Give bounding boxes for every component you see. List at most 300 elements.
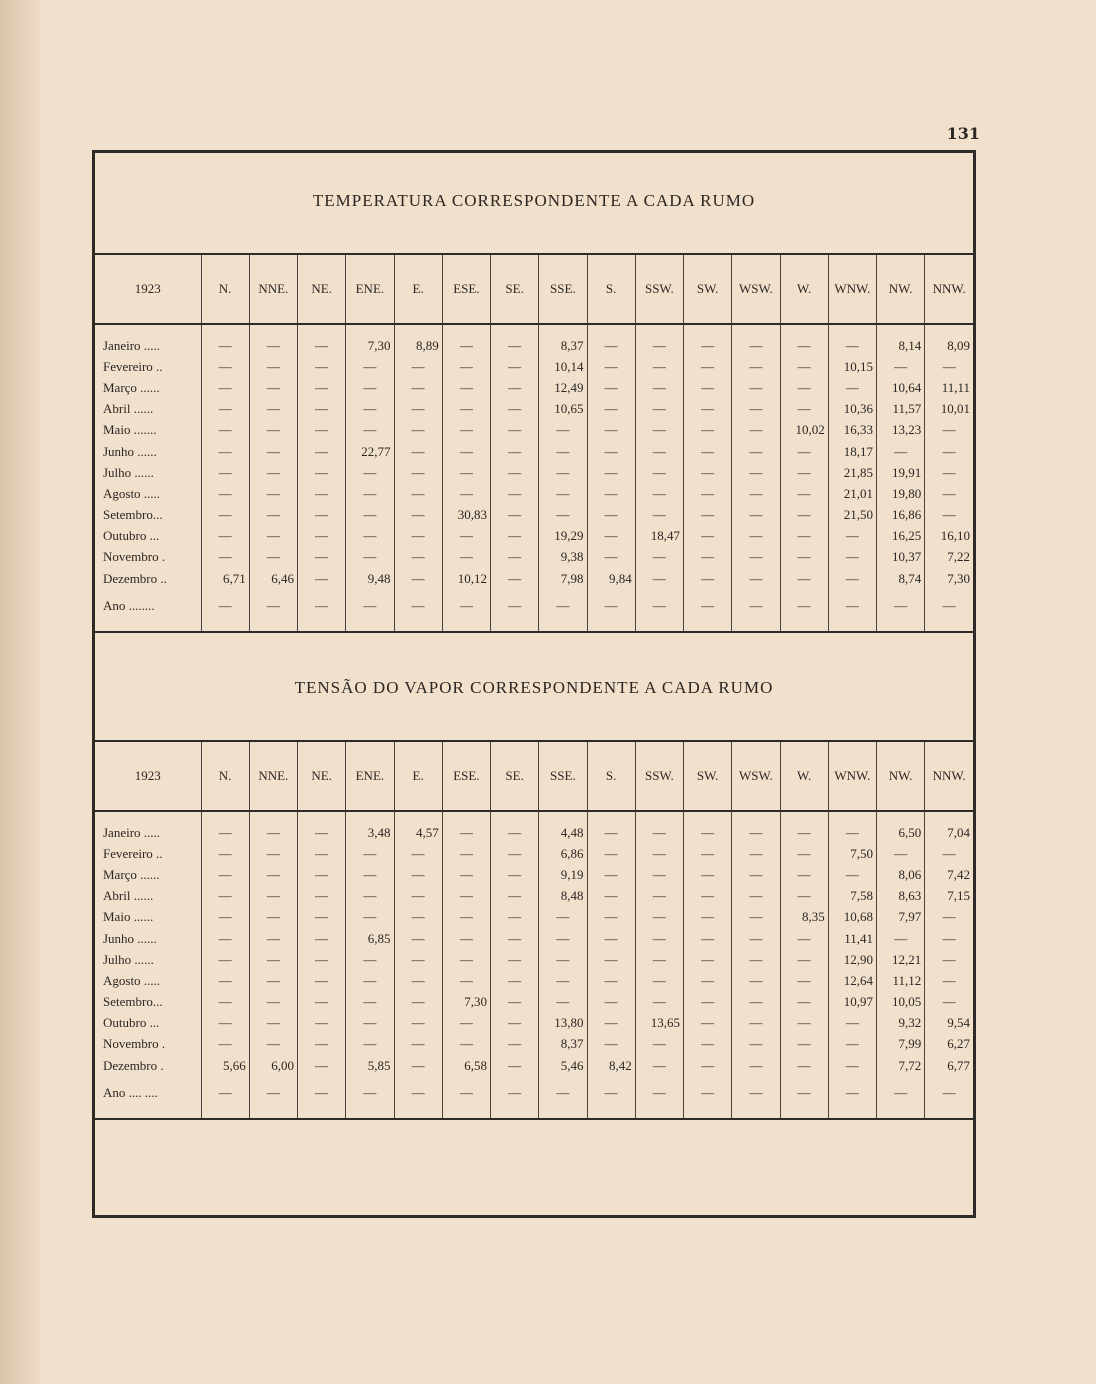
table-cell: —	[346, 843, 394, 864]
table-cell: 10,15	[828, 356, 876, 377]
table-cell: —	[587, 949, 635, 970]
table-cell: —	[346, 483, 394, 504]
table-cell: —	[346, 420, 394, 441]
table-cell: 5,66	[201, 1055, 249, 1076]
table-cell: —	[539, 1076, 587, 1110]
row-label: Ano ........	[103, 598, 155, 614]
table-cell: —	[249, 505, 297, 526]
table-cell: —	[346, 377, 394, 398]
table-cell: —	[491, 335, 539, 356]
table-cell: —	[732, 864, 780, 885]
table-cell: —	[539, 420, 587, 441]
table-cell: —	[732, 377, 780, 398]
table-cell: —	[394, 949, 442, 970]
table-row	[95, 547, 973, 568]
table-cell: —	[780, 547, 828, 568]
table-cell: 21,85	[828, 462, 876, 483]
table-cell: —	[298, 441, 346, 462]
table-cell: —	[249, 356, 297, 377]
table-cell: —	[925, 1076, 973, 1110]
table-cell: —	[925, 992, 973, 1013]
table-cell: —	[635, 335, 683, 356]
table-cell: —	[298, 843, 346, 864]
table-cell: —	[684, 483, 732, 504]
table-cell: —	[298, 1076, 346, 1110]
table-row	[95, 992, 973, 1013]
table-cell: —	[780, 505, 828, 526]
table-cell: —	[442, 970, 490, 991]
table-cell: 7,72	[877, 1055, 925, 1076]
table-cell: —	[587, 1034, 635, 1055]
table-cell: —	[201, 1013, 249, 1034]
table-cell: —	[201, 399, 249, 420]
table-cell: 8,74	[877, 568, 925, 589]
table-cell: —	[925, 949, 973, 970]
table-cell: —	[346, 462, 394, 483]
table-cell: —	[780, 1055, 828, 1076]
direction-header: NE.	[298, 254, 346, 324]
table-cell: 13,65	[635, 1013, 683, 1034]
table-cell: 7,58	[828, 886, 876, 907]
table-cell: 8,89	[394, 335, 442, 356]
table-cell: —	[732, 441, 780, 462]
table-cell: —	[684, 335, 732, 356]
temperature-section	[95, 191, 973, 633]
table-cell: —	[491, 886, 539, 907]
direction-header: SE.	[491, 741, 539, 811]
table-cell: —	[828, 377, 876, 398]
table-cell: —	[442, 1076, 490, 1110]
annual-row	[95, 1076, 973, 1110]
table-cell: —	[394, 928, 442, 949]
table-cell: —	[780, 992, 828, 1013]
row-label: Maio ......	[103, 909, 154, 925]
table-cell: —	[298, 992, 346, 1013]
table-cell: —	[684, 970, 732, 991]
table-cell: —	[925, 505, 973, 526]
table-cell: —	[635, 886, 683, 907]
table-cell: —	[587, 441, 635, 462]
table-cell: —	[394, 547, 442, 568]
table-cell: 6,86	[539, 843, 587, 864]
table-cell: —	[491, 1034, 539, 1055]
table-cell: —	[587, 928, 635, 949]
table-cell: —	[346, 505, 394, 526]
table-cell: —	[635, 822, 683, 843]
table-cell: 6,85	[346, 928, 394, 949]
table-cell: —	[201, 526, 249, 547]
table-cell: —	[491, 1076, 539, 1110]
table-cell: —	[491, 462, 539, 483]
table-cell: —	[539, 589, 587, 623]
table-cell: 19,91	[877, 462, 925, 483]
row-label: Junho ......	[103, 930, 157, 946]
table-cell: —	[635, 462, 683, 483]
table-cell: —	[201, 505, 249, 526]
table-cell: —	[346, 1034, 394, 1055]
table-cell: —	[684, 864, 732, 885]
table-cell: —	[684, 1055, 732, 1076]
direction-header: WNW.	[828, 254, 876, 324]
row-label: Dezembro ..	[103, 570, 167, 586]
table-cell: —	[394, 907, 442, 928]
row-label: Abril ......	[103, 888, 154, 904]
table-cell: —	[249, 377, 297, 398]
table-frame	[92, 150, 976, 1218]
table-cell: —	[780, 589, 828, 623]
table-cell: —	[249, 928, 297, 949]
row-label: Agosto .....	[103, 972, 161, 988]
table-cell: —	[587, 462, 635, 483]
table-cell: 18,47	[635, 526, 683, 547]
table-cell: —	[491, 822, 539, 843]
table-cell: 3,48	[346, 822, 394, 843]
table-cell: 6,46	[249, 568, 297, 589]
table-cell: —	[394, 377, 442, 398]
table-cell: 6,00	[249, 1055, 297, 1076]
table-cell: —	[298, 886, 346, 907]
table-cell: —	[394, 1055, 442, 1076]
table-cell: —	[442, 462, 490, 483]
table-cell: —	[732, 843, 780, 864]
table-cell: 7,42	[925, 864, 973, 885]
table-cell: —	[780, 483, 828, 504]
table-row	[95, 505, 973, 526]
table-cell: 8,42	[587, 1055, 635, 1076]
table-cell: —	[394, 843, 442, 864]
table-cell: —	[491, 1013, 539, 1034]
table-cell: —	[346, 949, 394, 970]
table-cell: —	[684, 949, 732, 970]
table-cell: —	[298, 568, 346, 589]
table-cell: —	[298, 462, 346, 483]
row-label: Março ......	[103, 379, 160, 395]
table-cell: —	[346, 864, 394, 885]
table-cell: —	[877, 356, 925, 377]
table-cell: —	[539, 483, 587, 504]
table-cell: —	[491, 568, 539, 589]
table-cell: —	[298, 483, 346, 504]
table-cell: —	[346, 970, 394, 991]
direction-header: WNW.	[828, 741, 876, 811]
table-cell: —	[732, 335, 780, 356]
table-row	[95, 377, 973, 398]
table-cell: —	[442, 822, 490, 843]
table-cell: —	[249, 992, 297, 1013]
table-row	[95, 907, 973, 928]
table-cell: —	[732, 928, 780, 949]
table-cell: —	[925, 462, 973, 483]
table-cell: —	[394, 1034, 442, 1055]
table-cell: —	[298, 420, 346, 441]
table-cell: 10,65	[539, 399, 587, 420]
table-cell: —	[780, 356, 828, 377]
row-label: Maio .......	[103, 422, 157, 438]
table-cell: —	[394, 505, 442, 526]
temperature-header-row	[95, 254, 973, 324]
table-cell: —	[587, 547, 635, 568]
table-cell: —	[587, 377, 635, 398]
table-cell: —	[394, 1076, 442, 1110]
table-cell: 7,30	[442, 992, 490, 1013]
direction-header: ENE.	[346, 741, 394, 811]
table-cell: —	[442, 907, 490, 928]
table-cell: 18,17	[828, 441, 876, 462]
direction-header: N.	[201, 254, 249, 324]
table-cell: —	[346, 1076, 394, 1110]
table-cell: —	[249, 822, 297, 843]
table-cell: —	[442, 547, 490, 568]
table-cell: —	[587, 822, 635, 843]
direction-header: ESE.	[442, 254, 490, 324]
table-cell: —	[491, 907, 539, 928]
table-cell: —	[828, 1034, 876, 1055]
direction-header: NNW.	[925, 254, 973, 324]
table-cell: —	[394, 441, 442, 462]
direction-header: NE.	[298, 741, 346, 811]
direction-header: WSW.	[732, 741, 780, 811]
table-cell: —	[491, 970, 539, 991]
table-cell: 10,37	[877, 547, 925, 568]
table-cell: 6,50	[877, 822, 925, 843]
table-cell: —	[925, 907, 973, 928]
table-cell: —	[201, 356, 249, 377]
table-cell: —	[249, 907, 297, 928]
table-cell: 10,12	[442, 568, 490, 589]
table-row	[95, 1055, 973, 1076]
row-label: Setembro...	[103, 507, 163, 523]
table-cell: —	[298, 335, 346, 356]
table-cell: 7,98	[539, 568, 587, 589]
table-cell: —	[298, 377, 346, 398]
table-cell: —	[346, 886, 394, 907]
table-cell: —	[828, 864, 876, 885]
table-cell: —	[635, 1076, 683, 1110]
table-cell: 10,05	[877, 992, 925, 1013]
table-cell: —	[201, 992, 249, 1013]
table-cell: 12,64	[828, 970, 876, 991]
table-cell: —	[828, 1076, 876, 1110]
table-row	[95, 441, 973, 462]
table-cell: 7,99	[877, 1034, 925, 1055]
table-cell: 6,71	[201, 568, 249, 589]
table-cell: —	[828, 589, 876, 623]
table-cell: 22,77	[346, 441, 394, 462]
table-cell: —	[635, 441, 683, 462]
table-cell: —	[201, 1076, 249, 1110]
table-cell: —	[780, 526, 828, 547]
direction-header: SSE.	[539, 741, 587, 811]
table-cell: —	[249, 589, 297, 623]
direction-header: NNW.	[925, 741, 973, 811]
table-cell: —	[442, 1013, 490, 1034]
table-cell: —	[684, 462, 732, 483]
table-cell: —	[587, 505, 635, 526]
table-cell: —	[249, 483, 297, 504]
table-cell: —	[394, 589, 442, 623]
spacer-row	[95, 324, 973, 335]
table-cell: —	[346, 907, 394, 928]
table-cell: —	[780, 1034, 828, 1055]
table-cell: 9,38	[539, 547, 587, 568]
table-cell: —	[684, 356, 732, 377]
table-cell: —	[394, 864, 442, 885]
row-label: Setembro...	[103, 994, 163, 1010]
table-cell: —	[298, 547, 346, 568]
table-cell: —	[491, 441, 539, 462]
table-cell: —	[298, 822, 346, 843]
table-cell: —	[587, 335, 635, 356]
table-cell: —	[249, 1034, 297, 1055]
table-cell: —	[201, 1034, 249, 1055]
table-cell: 9,84	[587, 568, 635, 589]
table-cell: —	[732, 399, 780, 420]
table-cell: —	[491, 505, 539, 526]
table-cell: —	[587, 356, 635, 377]
table-cell: —	[587, 420, 635, 441]
table-cell: —	[442, 949, 490, 970]
row-label: Outubro ...	[103, 528, 160, 544]
table-cell: —	[684, 441, 732, 462]
table-cell: —	[635, 864, 683, 885]
table-cell: —	[394, 568, 442, 589]
table-cell: —	[732, 1034, 780, 1055]
table-cell: —	[925, 589, 973, 623]
table-cell: 6,77	[925, 1055, 973, 1076]
table-cell: 11,11	[925, 377, 973, 398]
direction-header: W.	[780, 254, 828, 324]
table-row	[95, 526, 973, 547]
table-cell: 7,15	[925, 886, 973, 907]
table-bottom-rule	[95, 623, 973, 632]
table-cell: —	[732, 568, 780, 589]
table-cell: —	[684, 526, 732, 547]
table-cell: —	[684, 377, 732, 398]
table-cell: —	[201, 377, 249, 398]
table-cell: —	[442, 928, 490, 949]
table-row	[95, 949, 973, 970]
row-label: Julho ......	[103, 464, 154, 480]
table-cell: —	[732, 483, 780, 504]
table-cell: —	[732, 822, 780, 843]
table-cell: 9,48	[346, 568, 394, 589]
table-cell: —	[780, 441, 828, 462]
table-cell: —	[491, 843, 539, 864]
table-cell: —	[780, 377, 828, 398]
table-cell: —	[925, 420, 973, 441]
table-cell: —	[346, 992, 394, 1013]
table-cell: —	[442, 843, 490, 864]
table-cell: —	[635, 1055, 683, 1076]
table-cell: —	[780, 928, 828, 949]
table-cell: —	[635, 420, 683, 441]
direction-header: SW.	[684, 741, 732, 811]
table-cell: —	[587, 399, 635, 420]
table-cell: —	[394, 886, 442, 907]
table-cell: —	[491, 589, 539, 623]
table-cell: 16,33	[828, 420, 876, 441]
temperature-body	[95, 324, 973, 632]
table-cell: —	[249, 843, 297, 864]
table-cell: 8,14	[877, 335, 925, 356]
table-cell: —	[780, 568, 828, 589]
table-cell: 4,57	[394, 822, 442, 843]
table-cell: —	[684, 843, 732, 864]
table-cell: —	[635, 1034, 683, 1055]
table-cell: —	[635, 907, 683, 928]
table-cell: 7,04	[925, 822, 973, 843]
table-cell: —	[780, 1076, 828, 1110]
temperature-table	[95, 253, 973, 633]
table-cell: —	[635, 992, 683, 1013]
direction-header: NNE.	[249, 254, 297, 324]
table-cell: 30,83	[442, 505, 490, 526]
direction-header: SW.	[684, 254, 732, 324]
table-cell: —	[394, 420, 442, 441]
table-cell: —	[201, 970, 249, 991]
table-cell: —	[877, 928, 925, 949]
table-cell: —	[539, 928, 587, 949]
table-cell: —	[828, 547, 876, 568]
table-cell: —	[249, 864, 297, 885]
table-cell: —	[249, 526, 297, 547]
table-cell: 7,30	[925, 568, 973, 589]
table-cell: —	[587, 526, 635, 547]
table-cell: —	[346, 356, 394, 377]
table-cell: 12,21	[877, 949, 925, 970]
table-cell: —	[394, 356, 442, 377]
table-cell: —	[877, 589, 925, 623]
direction-header: E.	[394, 254, 442, 324]
table-cell: —	[587, 970, 635, 991]
table-cell: 10,64	[877, 377, 925, 398]
annual-row	[95, 589, 973, 623]
table-cell: —	[635, 589, 683, 623]
table-cell: —	[201, 864, 249, 885]
table-cell: 21,50	[828, 505, 876, 526]
table-cell: 16,86	[877, 505, 925, 526]
table-cell: —	[732, 992, 780, 1013]
table-cell: —	[635, 843, 683, 864]
direction-header: SSE.	[539, 254, 587, 324]
table-cell: —	[491, 356, 539, 377]
table-cell: —	[298, 864, 346, 885]
table-cell: —	[298, 1013, 346, 1034]
row-label: Novembro .	[103, 1036, 166, 1052]
table-cell: —	[442, 441, 490, 462]
table-cell: 9,19	[539, 864, 587, 885]
table-cell: —	[877, 1076, 925, 1110]
table-cell: —	[635, 949, 683, 970]
table-cell: —	[249, 970, 297, 991]
table-cell: —	[587, 1013, 635, 1034]
table-cell: —	[491, 399, 539, 420]
table-cell: —	[298, 949, 346, 970]
table-cell: —	[684, 399, 732, 420]
table-cell: 8,35	[780, 907, 828, 928]
table-cell: —	[587, 907, 635, 928]
row-label: Fevereiro ..	[103, 845, 163, 861]
table-cell: —	[201, 589, 249, 623]
table-cell: —	[732, 1055, 780, 1076]
table-cell: —	[201, 843, 249, 864]
row-label: Janeiro .....	[103, 337, 161, 353]
table-cell: —	[491, 1055, 539, 1076]
direction-header: S.	[587, 741, 635, 811]
table-cell: 4,48	[539, 822, 587, 843]
table-cell: —	[684, 1034, 732, 1055]
table-cell: —	[539, 462, 587, 483]
